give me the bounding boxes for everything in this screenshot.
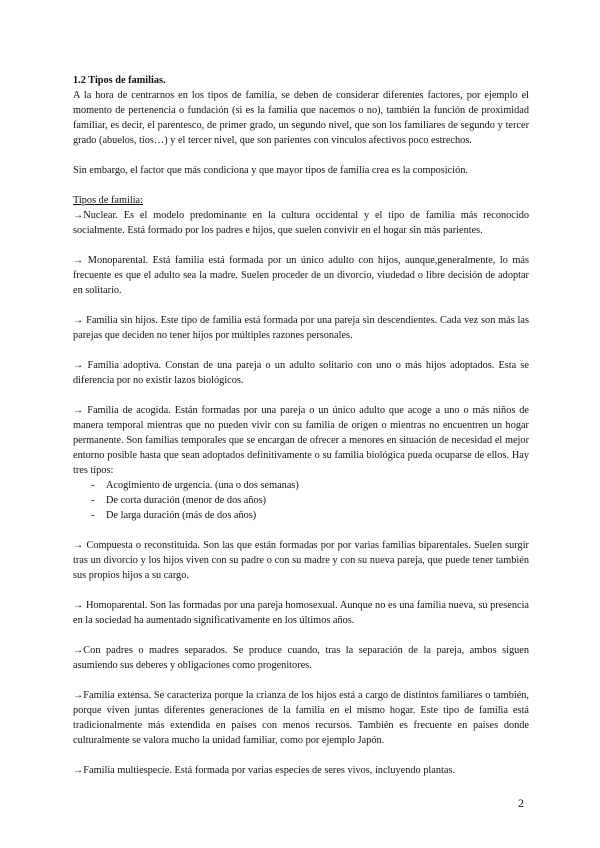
type-compuesta: → Compuesta o reconstituida. Son las que están formadas por por varias familias biparentales. Suelen surgir tras un divorcio y los hijos viven con su padre o con su madre y con su nueva pareja, que puede tener también sus propios hijos a su cargo. — [73, 540, 529, 581]
type-extensa: →Familia extensa. Se caracteriza porque la crianza de los hijos está a cargo de distintos familiares o también, porque viven juntas diferentes generaciones de la familia en el mismo hogar. Este tipo de familia está tradicionalmente más extendida en países con menos recursos. También es frecuente en países donde culturalmente se valora mucho la unidad familiar, como por ejemplo Japón. — [73, 690, 529, 746]
type-nuclear: →Nuclear. Es el modelo predominante en la cultura occidental y el tipo de familia más reconocido socialmente. Está formado por los padres e hijos, que suelen convivir en el hogar sin más parientes. — [73, 210, 529, 236]
list-item: - De corta duración (menor de dos años) — [73, 493, 529, 508]
type-multiespecie: →Familia multiespecie. Está formada por varias especies de seres vivos, incluyendo plantas. — [73, 765, 456, 776]
acogida-list — [73, 478, 529, 523]
intro-paragraph: A la hora de centrarnos en los tipos de familia, se deben de considerar diferentes factores, por ejemplo el momento de pertenencia o fundación (si es la familia que nacemos o no), también la función de proximidad familiar, es decir, el parentesco, de primer grado, un segundo nivel, que son los familiares de segundo y tercer grado (abuelos, tíos…) y el tercer nivel, que son parientes con vínculos afectivos poco estrechos. — [73, 90, 529, 146]
list-item: - Acogimiento de urgencia. (una o dos semanas) — [73, 478, 529, 493]
document-page — [73, 73, 529, 778]
section-heading: 1.2 Tipos de familias. — [73, 75, 166, 86]
type-monoparental: → Monoparental. Está familia está formada por un único adulto con hijos, aunque,generalmente, lo más frecuente es que el adulto sea la madre. Suelen proceder de un divorcio, viudedad o libre decisión de adoptar en solitario. — [73, 255, 529, 296]
list-item: - De larga duración (más de dos años) — [73, 508, 529, 523]
type-acogida: → Familia de acogida. Están formadas por una pareja o un único adulto que acoge a uno o más niños de manera temporal mientras que no pueden vivir con su familia de origen o mientras no encuentren un hogar permanente. Son familias temporales que se encargan de ofrecer a menores en situación de necesidad el mejor entorno posible hasta que sean adoptados definitivamente o su familia biológica pueda ocuparse de ellos. Hay tres tipos: — [73, 405, 529, 476]
type-separados: →Con padres o madres separados. Se produce cuando, tras la separación de la pareja, ambos siguen asumiendo sus deberes y obligaciones como progenitores. — [73, 645, 529, 671]
page-number: 2 — [518, 796, 524, 810]
type-sin-hijos: → Familia sin hijos. Este tipo de familia está formada por una pareja sin descendientes. Cada vez son más las parejas que deciden no tener hijos por múltiples razones personales. — [73, 315, 529, 341]
composition-paragraph: Sin embargo, el factor que más condiciona y que mayor tipos de familia crea es la composición. — [73, 165, 468, 176]
types-title: Tipos de familia: — [73, 195, 143, 206]
type-homoparental: → Homoparental. Son las formadas por una pareja homosexual. Aunque no es una familia nueva, su presencia en la sociedad ha aumentado significativamente en los últimos años. — [73, 600, 529, 626]
type-adoptiva: → Familia adoptiva. Constan de una pareja o un adulto solitario con uno o más hijos adoptados. Esta se diferencia por no existir lazos biológicos. — [73, 360, 529, 386]
